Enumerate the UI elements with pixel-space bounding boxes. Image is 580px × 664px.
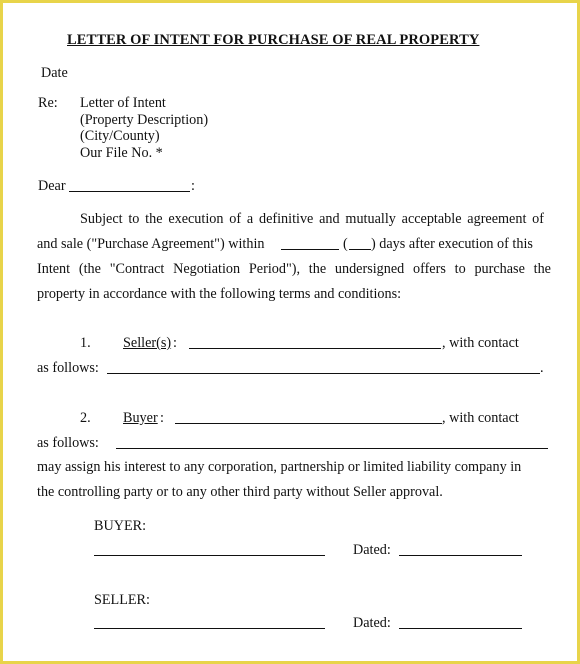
re-line: Our File No. * [80,145,163,161]
paragraph-line: property in accordance with the following terms and conditions: [37,286,402,302]
item-number: 1. [80,335,91,351]
salutation-colon: : [191,178,195,194]
item-number: 2. [80,410,91,426]
seller-signature-label: SELLER: [94,592,150,608]
seller-name-blank[interactable] [189,348,441,349]
buyer-name-blank[interactable] [175,423,442,424]
seller-contact-blank[interactable] [107,373,540,374]
seller-colon: : [173,335,177,351]
buyer-follows: as follows: [37,435,99,451]
paragraph-line: and sale ("Purchase Agreement") within [37,236,265,252]
document-title: LETTER OF INTENT FOR PURCHASE OF REAL PROPERTY [67,32,480,48]
re-label: Re: [38,95,58,111]
buyer-label: Buyer [123,410,158,426]
seller-period: . [540,360,544,376]
re-line: Letter of Intent [80,95,166,111]
seller-signature-line[interactable] [94,628,325,629]
buyer-signature-label: BUYER: [94,518,147,534]
paragraph-line: may assign his interest to any corporation, partnership or limited liability company in [37,459,522,475]
re-line: (City/County) [80,128,160,144]
days-number-blank[interactable] [349,249,371,250]
date-label: Date [41,65,68,81]
days-written-blank[interactable] [281,249,339,250]
buyer-contact-text: , with contact [442,410,519,426]
paren-open: ( [343,236,348,252]
buyer-signature-line[interactable] [94,555,325,556]
paragraph-line: Subject to the execution of a definitive and mutually acceptable agreement of [80,211,544,227]
buyer-contact-blank[interactable] [116,448,548,449]
addressee-blank[interactable] [69,191,190,192]
seller-follows: as follows: [37,360,99,376]
salutation: Dear [38,178,66,194]
seller-date-line[interactable] [399,628,522,629]
seller-label: Seller(s) [123,335,172,351]
re-line: (Property Description) [80,112,209,128]
buyer-dated-label: Dated: [353,542,391,558]
seller-dated-label: Dated: [353,615,391,631]
buyer-colon: : [160,410,164,426]
seller-contact-text: , with contact [442,335,519,351]
paragraph-line: Intent (the "Contract Negotiation Period"), the undersigned offers to purchase the [37,261,551,277]
paragraph-line: ) days after execution of this [371,236,533,252]
paragraph-line: the controlling party or to any other third party without Seller approval. [37,484,443,500]
buyer-date-line[interactable] [399,555,522,556]
